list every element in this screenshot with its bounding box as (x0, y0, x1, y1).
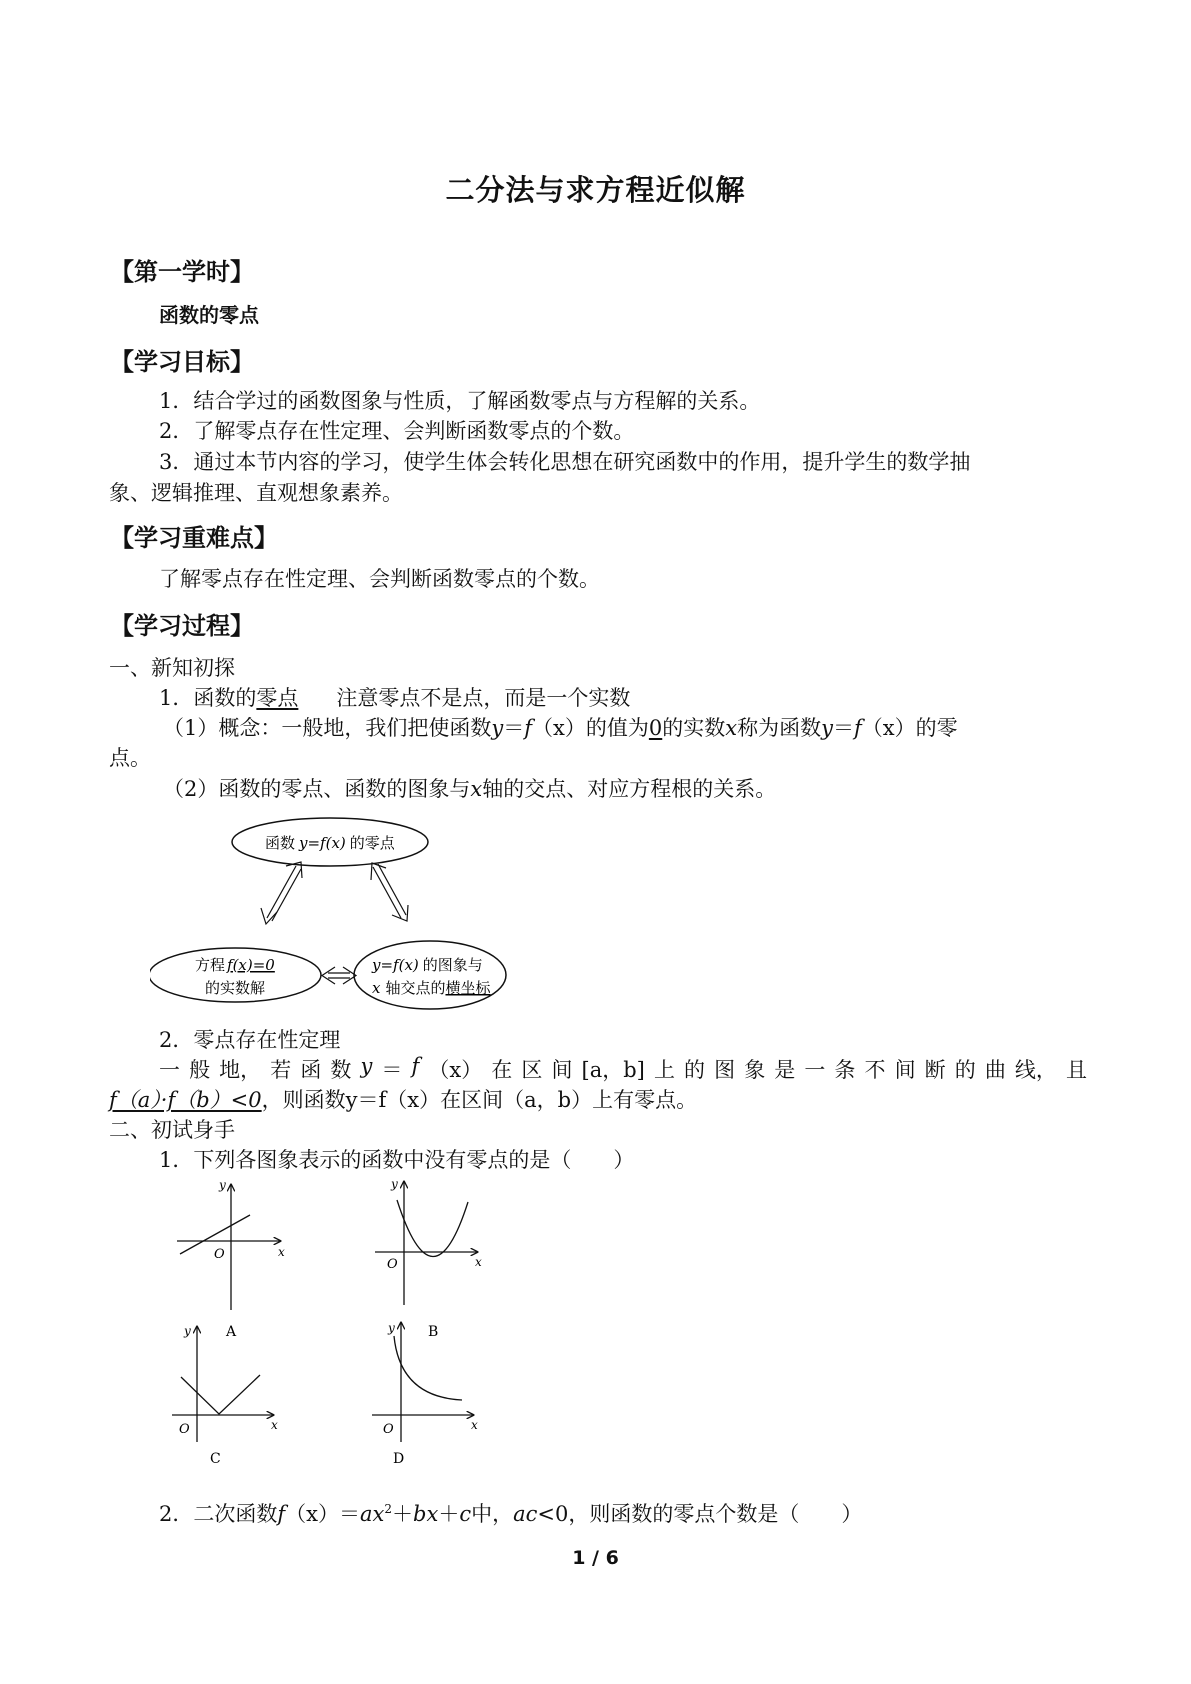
diagram-left-text-2: 的实数解 (205, 979, 266, 997)
graph-d-label: D (393, 1451, 405, 1467)
keypoints-text: 了解零点存在性定理、会判断函数零点的个数。 (159, 567, 600, 591)
concept-line (163, 712, 958, 742)
q2-plus-2: ＋ (438, 1502, 460, 1526)
graph-d-origin: O (383, 1422, 394, 1437)
concept-var-f: f (524, 716, 533, 740)
goal-item-2: 2．了解零点存在性定理、会判断函数零点的个数。 (159, 419, 635, 443)
item2-title: 2．零点存在性定理 (159, 1028, 341, 1052)
q2-text-f: <0，则函数的零点个数是（ ） (537, 1502, 863, 1526)
theorem-word: 数 (330, 1058, 352, 1082)
graph-b-y-label: y (391, 1177, 398, 1191)
concept-eq: ＝ (503, 716, 525, 740)
goal-item-3-cont: 象、逻辑推理、直观想象素养。 (109, 481, 403, 505)
concept-text-e: 的零 (915, 716, 958, 740)
theorem-word: 地， (219, 1058, 262, 1082)
concept-paren-x: （x） (532, 716, 586, 740)
theorem-word: 条 (834, 1058, 856, 1082)
concept-text-d: 称为函数 (737, 716, 822, 740)
q2-plus-1: ＋ (392, 1502, 414, 1526)
q2-var-bx: bx (413, 1502, 439, 1526)
double-arrow-right (371, 863, 408, 921)
theorem-word: 曲 (984, 1058, 1006, 1082)
item1-note: 注意零点不是点，而是一个实数 (336, 686, 631, 710)
theorem-word: f (411, 1054, 420, 1078)
theorem-word: 线， (1014, 1058, 1057, 1082)
part1-title: 一、新知初探 (109, 656, 235, 680)
diagram-right-text: y=f(x) 的图象与 (372, 956, 483, 974)
part2-title: 二、初试身手 (109, 1118, 235, 1142)
item1-line (159, 682, 630, 712)
theorem-condition: f（a）·f（b）<0 (109, 1088, 262, 1112)
theorem-word: 且 (1065, 1058, 1087, 1082)
question-1: 1．下列各图象表示的函数中没有零点的是（ ） (159, 1148, 635, 1172)
graph-b (375, 1182, 477, 1305)
theorem-word: [a，b] (581, 1058, 645, 1082)
theorem-word: 般 (189, 1058, 211, 1082)
concept-eq2: ＝ (832, 716, 854, 740)
theorem-line-1 (159, 1054, 1087, 1084)
question-2 (159, 1498, 862, 1528)
q2-text-a: 2．二次函数 (159, 1502, 278, 1526)
theorem-word: 在 (491, 1058, 513, 1082)
concept-text-a: （1）概念：一般地，我们把使函数 (163, 716, 492, 740)
q2-text-e: 中， (471, 1502, 514, 1526)
graph-a (177, 1185, 280, 1310)
relation-prefix: （2）函数的零点、函数的图象与 (163, 777, 471, 801)
goals-heading: 【学习目标】 (110, 348, 254, 376)
theorem-word: 一 (159, 1058, 180, 1082)
diagram-left-text: 方程 f(x)=0 (195, 956, 275, 974)
concept-var-y: y (491, 716, 504, 740)
graph-a-y-label: y (219, 1178, 226, 1192)
theorem-word: y (360, 1054, 373, 1078)
goal-item-1: 1．结合学过的函数图象与性质，了解函数零点与方程解的关系。 (159, 389, 761, 413)
theorem-word: ＝ (381, 1058, 403, 1082)
diagram-top-text: 函数 y=f(x) 的零点 (265, 834, 395, 852)
section-subheading: 函数的零点 (159, 303, 259, 327)
process-heading: 【学习过程】 (110, 612, 254, 640)
keypoints-heading: 【学习重难点】 (110, 524, 278, 552)
concept-text-b: 的值为 (585, 716, 649, 740)
diagram-right-text-2: x 轴交点的横坐标 (372, 979, 491, 997)
concept-paren-x2: （x） (861, 716, 916, 740)
graph-b-origin: O (387, 1257, 398, 1272)
theorem-word: 断 (924, 1058, 946, 1082)
theorem-word: 不 (864, 1058, 886, 1082)
graph-c-origin: O (179, 1422, 190, 1437)
graph-a-x-label: x (278, 1245, 285, 1259)
page-number: 1 / 6 (572, 1547, 619, 1569)
section-heading-first-period: 【第一学时】 (110, 258, 254, 286)
item1-zero-point: 零点 (256, 686, 299, 710)
theorem-word: 一 (804, 1058, 826, 1082)
graph-c-y-label: y (184, 1324, 191, 1338)
double-arrow-horizontal (322, 967, 356, 984)
graph-b-label: B (428, 1324, 439, 1340)
goal-item-3: 3．通过本节内容的学习，使学生体会转化思想在研究函数中的作用，提升学生的数学抽 (159, 450, 971, 474)
concept-var-f2: f (853, 716, 862, 740)
ellipse-intersection (354, 941, 506, 1009)
graph-a-origin: O (214, 1247, 225, 1262)
theorem-word: 图 (714, 1058, 736, 1082)
graph-b-x-label: x (475, 1255, 482, 1269)
q2-var-ac: ac (513, 1502, 538, 1526)
theorem-word: 区 (521, 1058, 543, 1082)
graph-d-y-label: y (388, 1321, 395, 1335)
relation-line (163, 773, 776, 803)
theorem-word: 间 (894, 1058, 916, 1082)
concept-line-2: 点。 (109, 746, 151, 770)
graph-d-x-label: x (471, 1418, 478, 1432)
theorem-word: 的 (684, 1058, 706, 1082)
graph-c-x-label: x (271, 1418, 278, 1432)
graph-c-label: C (210, 1451, 221, 1467)
graph-a-label: A (226, 1324, 237, 1340)
page-title: 二分法与求方程近似解 (445, 173, 746, 207)
theorem-conclusion: ，则函数y＝f（x）在区间（a，b）上有零点。 (261, 1088, 698, 1112)
theorem-word: 间 (551, 1058, 573, 1082)
item1-prefix: 1．函数的 (159, 686, 257, 710)
concept-var-y2: y (821, 716, 833, 740)
relationship-diagram (150, 812, 580, 1017)
graphs-figure (150, 1172, 510, 1472)
concept-text-c: 的实数 (662, 716, 726, 740)
theorem-word: 是 (774, 1058, 796, 1082)
concept-var-x: x (725, 716, 738, 740)
double-arrow-left (261, 862, 302, 924)
q2-var-f: f (277, 1502, 286, 1526)
theorem-word: （x） (428, 1058, 483, 1082)
concept-zero: 0 (648, 716, 663, 740)
q2-text-b: （x）＝ (285, 1502, 360, 1526)
relation-suffix: 轴的交点、对应方程根的关系。 (482, 777, 777, 801)
theorem-word: 象 (744, 1058, 766, 1082)
q2-exponent: 2 (384, 1502, 393, 1516)
theorem-word: 函 (300, 1058, 322, 1082)
theorem-word: 若 (270, 1058, 292, 1082)
theorem-word: 上 (653, 1058, 675, 1082)
theorem-line-2 (109, 1084, 697, 1114)
q2-var-c: c (459, 1502, 472, 1526)
theorem-word: 的 (954, 1058, 976, 1082)
q2-var-ax: ax (360, 1502, 385, 1526)
relation-var-x: x (470, 777, 483, 801)
